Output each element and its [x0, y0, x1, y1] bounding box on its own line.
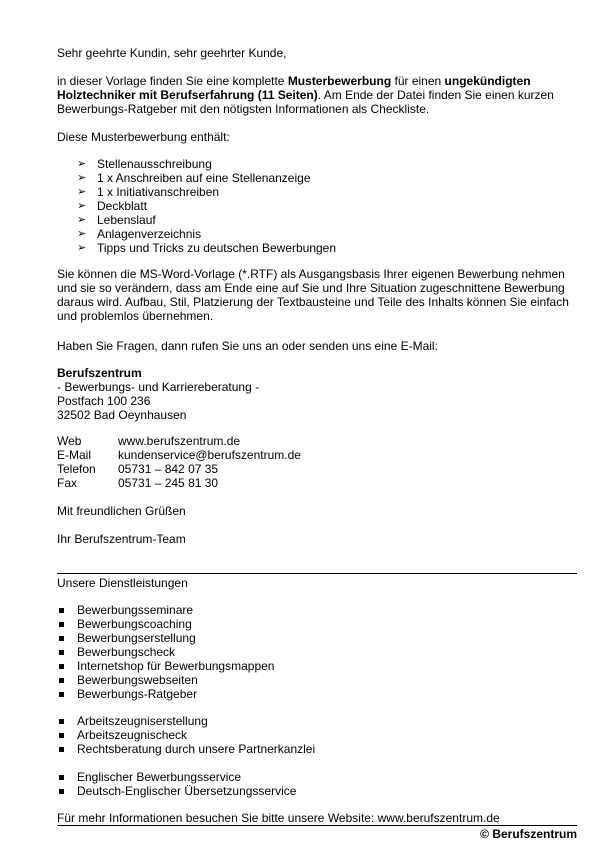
square-bullet-icon: [59, 622, 64, 627]
list-item: ➢ 1 x Anschreiben auf eine Stellenanzeige: [77, 171, 311, 185]
company-postbox: Postfach 100 236: [57, 394, 151, 408]
company-city: 32502 Bad Oeynhausen: [57, 408, 187, 422]
divider-top: [57, 573, 577, 574]
square-bullet-icon: [59, 789, 64, 794]
list-item: Bewerbungsseminare: [57, 603, 577, 617]
contact-row-fax: Fax 05731 – 245 81 30: [57, 476, 219, 490]
company-address: [57, 366, 259, 422]
arrow-bullet-icon: ➢: [77, 186, 87, 198]
salutation: Sehr geehrte Kundin, sehr geehrter Kunde,: [57, 46, 287, 60]
usage-paragraph: Sie können die MS-Word-Vorlage (*.RTF) als Ausgangsbasis Ihrer eigenen Bewerbung nehmen und sie so verändern, dass am Ende eine auf Sie und Ihre Situation zugeschnittene Bewerbung daraus wird. Aufbau, Stil, Platzierung der Textbausteine und Teile des Inhalts können Sie einfach und problemlos übernehmen.: [57, 267, 569, 323]
arrow-bullet-icon: ➢: [77, 158, 87, 170]
list-item: Arbeitszeugnischeck: [57, 728, 577, 742]
closing: Mit freundlichen Grüßen: [57, 504, 186, 518]
arrow-bullet-icon: ➢: [77, 200, 87, 212]
copyright: © Berufszentrum: [480, 827, 577, 841]
square-bullet-icon: [59, 775, 64, 780]
questions-paragraph: Haben Sie Fragen, dann rufen Sie uns an oder senden uns eine E-Mail:: [57, 339, 438, 353]
arrow-bullet-icon: ➢: [77, 214, 87, 226]
contents-list: [57, 157, 577, 255]
arrow-bullet-icon: ➢: [77, 242, 87, 254]
services-heading: Unsere Dienstleistungen: [57, 576, 188, 590]
list-item: ➢ Tipps und Tricks zu deutschen Bewerbungen: [77, 241, 337, 255]
square-bullet-icon: [59, 678, 64, 683]
list-item: ➢ 1 x Initiativanschreiben: [77, 185, 220, 199]
square-bullet-icon: [59, 747, 64, 752]
contents-heading: Diese Musterbewerbung enthält:: [57, 130, 230, 144]
arrow-bullet-icon: ➢: [77, 172, 87, 184]
contact-row-phone: Telefon 05731 – 842 07 35: [57, 462, 219, 476]
company-tagline: - Bewerbungs- und Karriereberatung -: [57, 380, 260, 394]
email-link[interactable]: kundenservice@berufszentrum.de: [118, 448, 301, 462]
signature: Ihr Berufszentrum-Team: [57, 532, 186, 546]
list-item: Bewerbungs-Ratgeber: [57, 687, 577, 701]
square-bullet-icon: [59, 636, 64, 641]
list-item: Bewerbungserstellung: [57, 631, 577, 645]
square-bullet-icon: [59, 733, 64, 738]
list-item: Arbeitszeugniserstellung: [57, 714, 577, 728]
square-bullet-icon: [59, 664, 64, 669]
divider-bottom: [57, 825, 577, 826]
intro-paragraph: [57, 74, 577, 116]
intro-bold-1: Musterbewerbung: [287, 74, 392, 88]
intro-text-2: für einen: [391, 74, 445, 88]
list-item: Bewerbungscheck: [57, 645, 577, 659]
services-list-1: [57, 603, 577, 701]
services-list-3: [57, 770, 577, 798]
list-item: Deutsch-Englischer Übersetzungsservice: [57, 784, 577, 798]
services-list-2: [57, 714, 577, 756]
intro-bold-2: ungekündigten Holztechniker mit Berufserfahrung (11 Seiten): [57, 74, 531, 102]
web-link[interactable]: www.berufszentrum.de: [118, 434, 241, 448]
list-item: Rechtsberatung durch unsere Partnerkanzlei: [57, 742, 577, 756]
list-item: Bewerbungscoaching: [57, 617, 577, 631]
list-item: ➢ Deckblatt: [77, 199, 148, 213]
footer-info: Für mehr Informationen besuchen Sie bitte unsere Website: www.berufszentrum.de: [57, 811, 500, 825]
contact-table: [57, 434, 457, 490]
list-item: Bewerbungswebseiten: [57, 673, 577, 687]
contact-row-email: E-Mail kundenservice@berufszentrum.de: [57, 448, 301, 462]
intro-text-1: in dieser Vorlage finden Sie eine komplette: [57, 74, 288, 88]
contact-row-web: Web www.berufszentrum.de: [57, 434, 241, 448]
arrow-bullet-icon: ➢: [77, 228, 87, 240]
list-item: Englischer Bewerbungsservice: [57, 770, 577, 784]
square-bullet-icon: [59, 608, 64, 613]
list-item: ➢ Anlagenverzeichnis: [77, 227, 202, 241]
list-item: ➢ Stellenausschreibung: [77, 157, 212, 171]
list-item: ➢ Lebenslauf: [77, 213, 156, 227]
square-bullet-icon: [59, 692, 64, 697]
company-name: Berufszentrum: [57, 366, 142, 380]
list-item: Internetshop für Bewerbungsmappen: [57, 659, 577, 673]
intro-text-3: . Am Ende der Datei finden Sie einen kurzen Bewerbungs-Ratgeber mit den nötigsten Informationen als Checkliste.: [57, 88, 554, 116]
square-bullet-icon: [59, 719, 64, 724]
square-bullet-icon: [59, 650, 64, 655]
